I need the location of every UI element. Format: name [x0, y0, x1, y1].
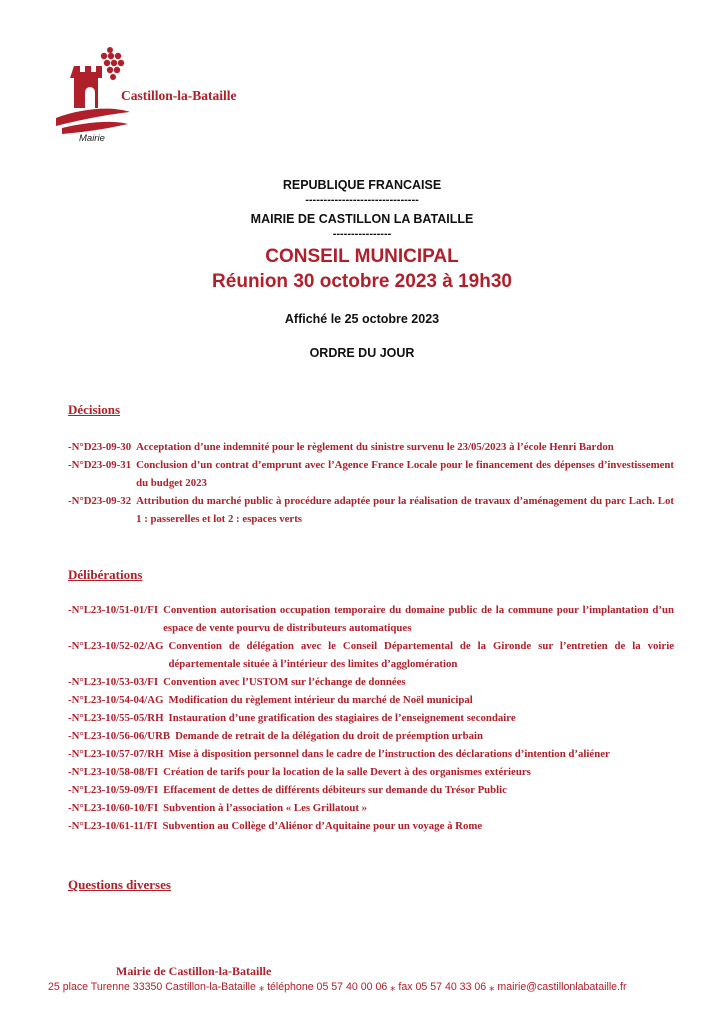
item-ref: -N°L23-10/53-03/FI [68, 676, 159, 688]
item-text: Subvention au Collège d’Aliénor d’Aquitaine pour un voyage à Rome [162, 820, 483, 832]
item-ref: -N°L23-10/55-05/RH [68, 712, 164, 724]
list-item [68, 492, 674, 528]
page-title: CONSEIL MUNICIPAL [265, 246, 459, 267]
logo-town-name: Castillon-la-Bataille [121, 88, 237, 103]
item-ref: -N°L23-10/59-09/FI [68, 784, 159, 796]
deliberations-heading: Délibérations [68, 567, 143, 582]
item-text: Mise à disposition personnel dans le cadre de l’instruction des déclarations d’intention d’aliéner [168, 748, 610, 760]
decisions-list [68, 438, 674, 528]
item-ref: -N°L23-10/57-07/RH [68, 748, 164, 760]
list-item [68, 763, 674, 781]
item-ref: -N°L23-10/60-10/FI [68, 802, 159, 814]
item-ref: -N°L23-10/52-02/AG [68, 640, 164, 652]
item-text: Attribution du marché public à procédure adaptée pour la réalisation de travaux d’aménagement du parc Lach. Lot 1 : passerelles et lot 2 : espaces verts [136, 495, 674, 525]
list-item [68, 673, 674, 691]
item-text: Subvention à l’association « Les Grillatout » [163, 802, 368, 814]
item-text: Acceptation d’une indemnité pour le règlement du sinistre survenu le 23/05/2023 à l’école Henri Bardon [136, 441, 614, 453]
meeting-date: Réunion 30 octobre 2023 à 19h30 [212, 271, 512, 292]
list-item [68, 799, 674, 817]
item-text: Effacement de dettes de différents débiteurs sur demande du Trésor Public [163, 784, 507, 796]
list-item [68, 601, 674, 637]
item-ref: -N°D23-09-32 [68, 495, 132, 507]
decisions-heading: Décisions [68, 402, 120, 417]
footer-address: 25 place Turenne 33350 Castillon-la-Bataille ⁎ téléphone 05 57 40 00 06 ⁎ fax 05 57 40 33 06 ⁎ mairie@castillonlabataille.fr [48, 981, 627, 993]
list-item [68, 438, 674, 456]
item-ref: -N°D23-09-30 [68, 441, 132, 453]
list-item [68, 637, 674, 673]
item-text: Conclusion d’un contrat d’emprunt avec l’Agence France Locale pour le financement des dépenses d’investissement du budget 2023 [136, 459, 674, 489]
deliberations-list [68, 601, 674, 835]
item-text: Instauration d’une gratification des stagiaires de l’enseignement secondaire [168, 712, 516, 724]
item-text: Convention avec l’USTOM sur l’échange de données [163, 676, 406, 688]
questions-heading: Questions diverses [68, 877, 171, 892]
header-separator-1: ------------------------------- [305, 194, 419, 206]
header-republic: REPUBLIQUE FRANCAISE [282, 178, 442, 192]
item-ref: -N°L23-10/61-11/FI [68, 820, 158, 832]
item-ref: -N°L23-10/58-08/FI [68, 766, 159, 778]
mairie-logo [52, 44, 272, 154]
item-text: Convention autorisation occupation temporaire du domaine public de la commune pour l’implantation d’un espace de vente pourvu de distributeurs automatiques [163, 604, 674, 634]
list-item [68, 781, 674, 799]
header-separator-2: ---------------- [332, 228, 392, 240]
header-mairie: MAIRIE DE CASTILLON LA BATAILLE [250, 212, 474, 226]
item-text: Demande de retrait de la délégation du droit de préemption urbain [175, 730, 483, 742]
list-item [68, 727, 674, 745]
item-text: Convention de délégation avec le Conseil Départemental de la Gironde sur l’entretien de la voirie départementale située à l’intérieur des limites d’agglomération [168, 640, 674, 670]
list-item [68, 691, 674, 709]
list-item [68, 709, 674, 727]
agenda-heading: ORDRE DU JOUR [309, 346, 415, 360]
item-ref: -N°L23-10/56-06/URB [68, 730, 171, 742]
item-ref: -N°L23-10/51-01/FI [68, 604, 159, 616]
posted-date: Affiché le 25 octobre 2023 [284, 312, 440, 326]
logo-subtitle: Mairie [79, 133, 105, 144]
list-item [68, 456, 674, 492]
item-ref: -N°D23-09-31 [68, 459, 132, 471]
item-text: Modification du règlement intérieur du marché de Noël municipal [168, 694, 473, 706]
item-text: Création de tarifs pour la location de la salle Devert à des organismes extérieurs [163, 766, 531, 778]
item-ref: -N°L23-10/54-04/AG [68, 694, 164, 706]
footer-mairie-name: Mairie de Castillon-la-Bataille [116, 964, 272, 978]
list-item [68, 817, 674, 835]
list-item [68, 745, 674, 763]
